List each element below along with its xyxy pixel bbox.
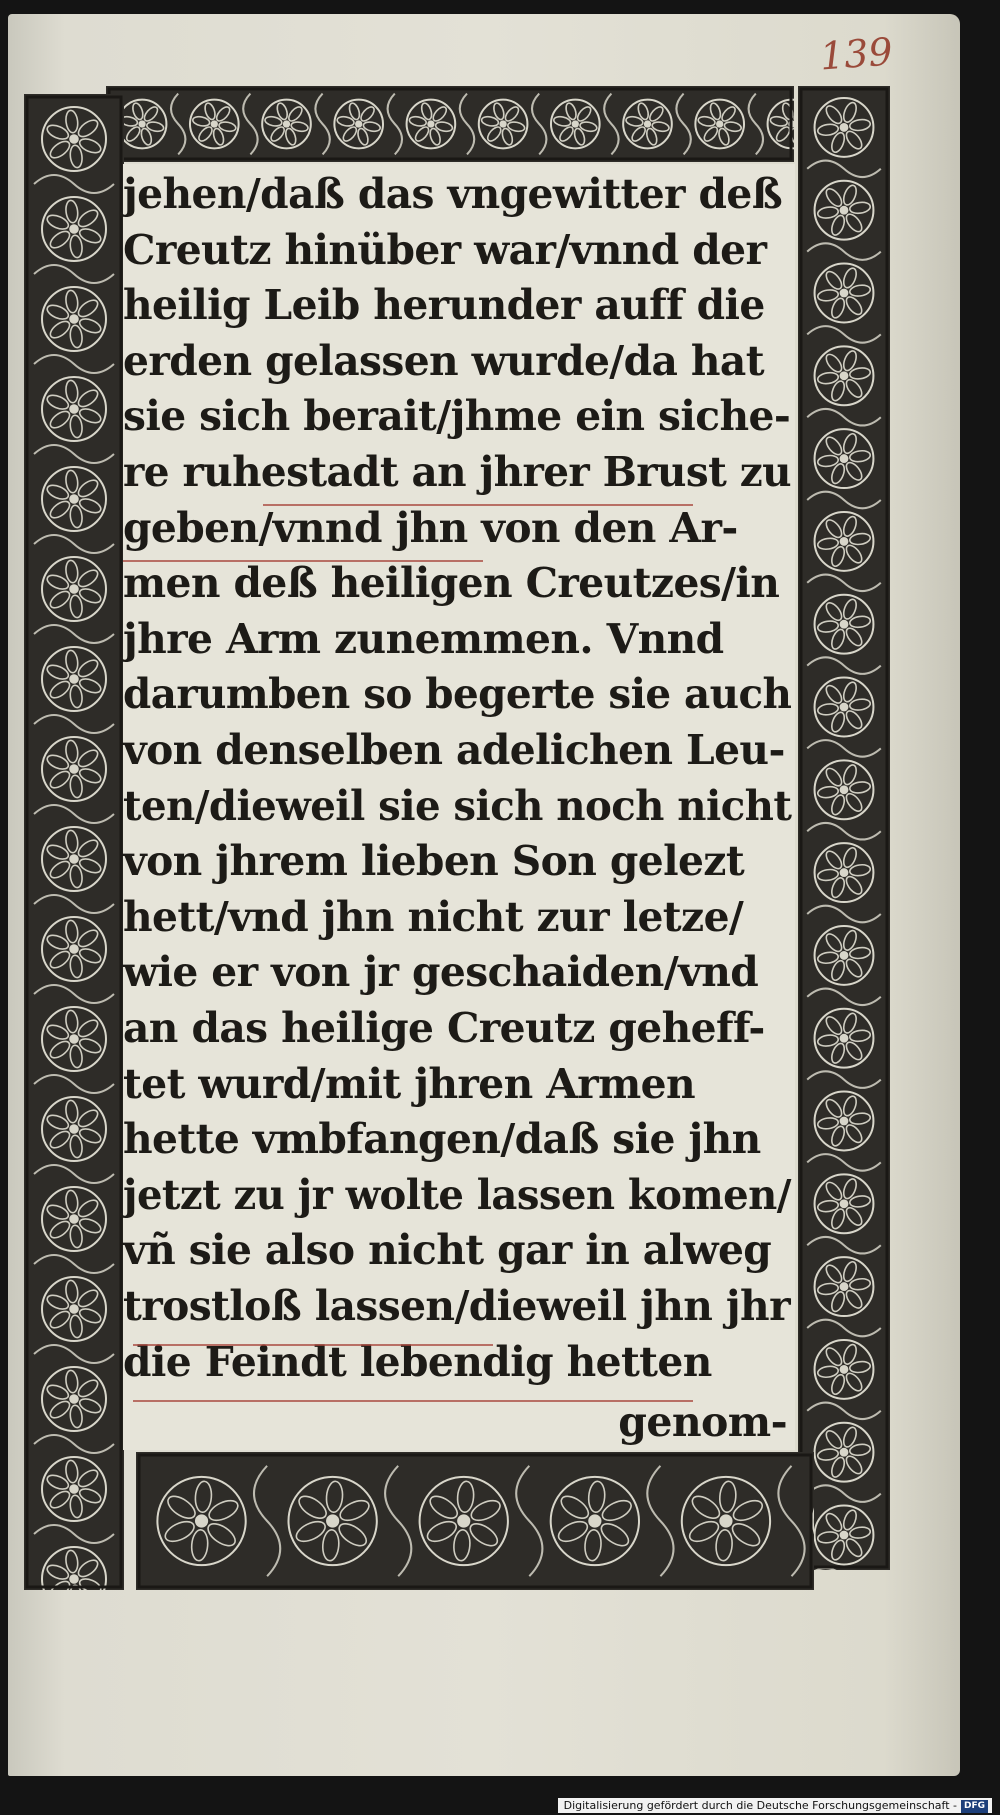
red-underline bbox=[133, 1344, 493, 1346]
text-line: jehen/daß das vngewitter deß bbox=[123, 170, 783, 218]
text-line: Creutz hinüber war/vnnd der bbox=[123, 225, 767, 274]
red-underline bbox=[133, 1400, 693, 1402]
woodcut-border-right bbox=[798, 86, 890, 1570]
page-number: 139 bbox=[818, 29, 894, 79]
dfg-logo: DFG bbox=[961, 1800, 988, 1813]
catchword: genom- bbox=[618, 1398, 787, 1446]
text-line: ten/dieweil sie sich noch nicht bbox=[123, 781, 792, 830]
text-line: jhre Arm zunemmen. Vnnd bbox=[123, 614, 724, 663]
red-underline bbox=[123, 560, 483, 562]
text-line: geben/vnnd jhn von den Ar- bbox=[123, 503, 738, 552]
text-line: erden gelassen wurde/da hat bbox=[123, 336, 764, 385]
woodcut-border-top bbox=[106, 86, 794, 162]
floral-ornament bbox=[136, 1452, 814, 1590]
book-page bbox=[8, 14, 960, 1776]
text-line: an das heilige Creutz geheff- bbox=[123, 1004, 765, 1052]
floral-ornament bbox=[24, 94, 124, 1590]
text-line: wie er von jr geschaiden/vnd bbox=[123, 948, 759, 997]
text-line: sie sich berait/jhme ein siche- bbox=[123, 392, 791, 441]
text-line: jetzt zu jr wolte lassen komen/ bbox=[123, 1170, 791, 1219]
text-line: von denselben adelichen Leu- bbox=[123, 726, 785, 774]
floral-ornament bbox=[106, 86, 794, 162]
text-line: trostloß lassen/dieweil jhn jhr bbox=[123, 1282, 790, 1330]
red-underline bbox=[263, 504, 693, 506]
woodcut-border-left bbox=[24, 94, 124, 1590]
text-line: tet wurd/mit jhren Armen bbox=[123, 1059, 696, 1108]
text-line: die Feindt lebendig hetten bbox=[123, 1337, 712, 1386]
text-line: von jhrem lieben Son gelezt bbox=[123, 837, 745, 886]
credit-text: Digitalisierung gefördert durch die Deutsche Forschungsgemeinschaft - bbox=[563, 1799, 957, 1812]
text-line: men deß heiligen Creutzes/in bbox=[123, 559, 780, 608]
text-line: hette vmbfangen/daß sie jhn bbox=[123, 1115, 761, 1164]
text-block bbox=[123, 164, 795, 1450]
floral-ornament bbox=[798, 86, 890, 1570]
woodcut-border-bottom bbox=[136, 1452, 814, 1590]
digitization-credit bbox=[558, 1798, 992, 1813]
text-line: re ruhestadt an jhrer Brust zu bbox=[123, 448, 792, 496]
text-line: darumben so begerte sie auch bbox=[123, 670, 792, 719]
text-line: hett/vnd jhn nicht zur letze/ bbox=[123, 892, 744, 941]
text-line: heilig Leib herunder auff die bbox=[123, 281, 765, 330]
text-line: vñ sie also nicht gar in alweg bbox=[123, 1226, 772, 1275]
